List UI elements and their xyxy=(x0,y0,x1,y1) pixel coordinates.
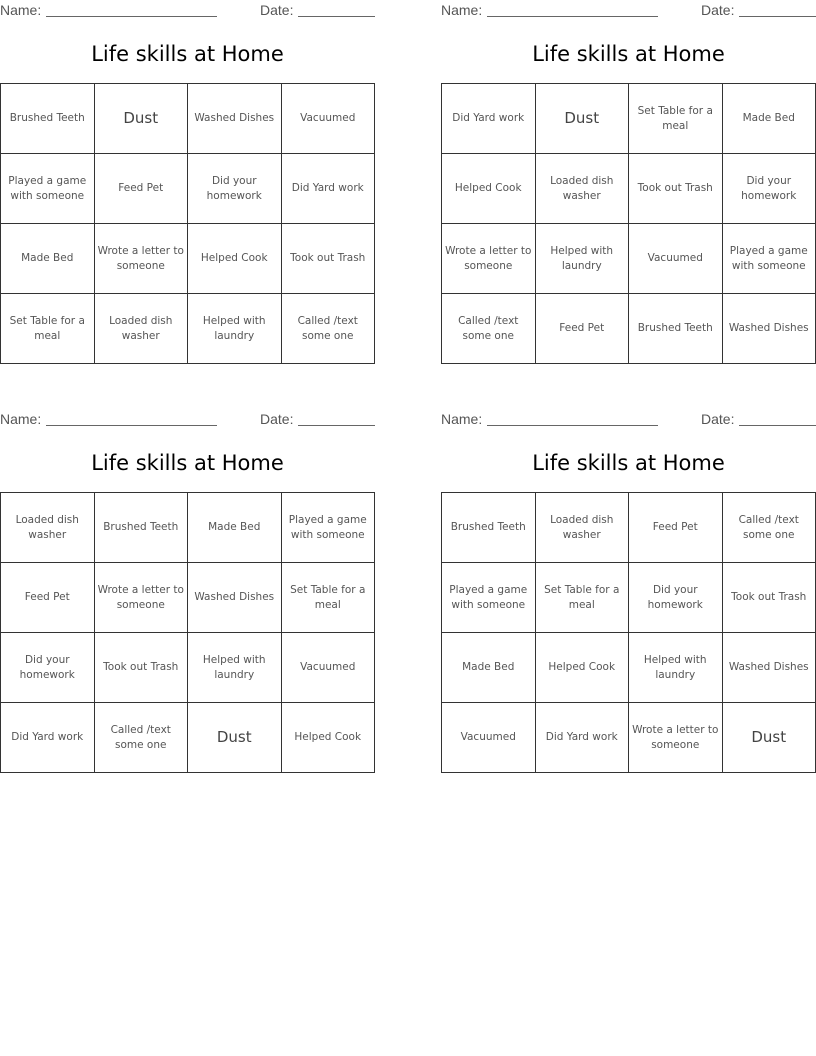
bingo-cell: Called /text some one xyxy=(281,294,375,364)
bingo-cell: Did Yard work xyxy=(281,154,375,224)
bingo-cell: Washed Dishes xyxy=(722,633,816,703)
bingo-cell: Wrote a letter to someone xyxy=(94,563,188,633)
grid-row xyxy=(442,703,816,773)
bingo-cell: Helped with laundry xyxy=(535,224,629,294)
bingo-cell: Did Yard work xyxy=(535,703,629,773)
grid-row xyxy=(442,84,816,154)
bingo-cell: Took out Trash xyxy=(94,633,188,703)
bingo-cell: Made Bed xyxy=(442,633,536,703)
bingo-cell: Brushed Teeth xyxy=(1,84,95,154)
grid-row xyxy=(1,154,375,224)
card-title: Life skills at Home xyxy=(91,451,284,475)
name-blank-line xyxy=(46,16,217,17)
bingo-cell: Helped Cook xyxy=(442,154,536,224)
bingo-cell: Helped with laundry xyxy=(188,633,282,703)
bingo-cell: Brushed Teeth xyxy=(442,493,536,563)
bingo-grid xyxy=(0,492,375,773)
grid-row xyxy=(442,493,816,563)
bingo-cell: Dust xyxy=(188,703,282,773)
grid-row xyxy=(1,563,375,633)
bingo-grid xyxy=(0,83,375,364)
bingo-cell: Loaded dish washer xyxy=(535,493,629,563)
bingo-card-4 xyxy=(441,409,816,751)
bingo-cell: Vacuumed xyxy=(281,633,375,703)
name-label: Name: xyxy=(0,411,42,427)
bingo-cell: Set Table for a meal xyxy=(1,294,95,364)
grid-row xyxy=(1,493,375,563)
date-label: Date: xyxy=(701,2,735,18)
bingo-cell: Dust xyxy=(535,84,629,154)
bingo-cell: Loaded dish washer xyxy=(94,294,188,364)
bingo-cell: Made Bed xyxy=(722,84,816,154)
bingo-cell: Did your homework xyxy=(722,154,816,224)
bingo-cell: Made Bed xyxy=(188,493,282,563)
bingo-cell: Brushed Teeth xyxy=(94,493,188,563)
bingo-grid xyxy=(441,83,816,364)
date-label: Date: xyxy=(260,2,294,18)
name-label: Name: xyxy=(441,411,483,427)
bingo-cell: Did your homework xyxy=(188,154,282,224)
name-blank-line xyxy=(46,425,217,426)
bingo-cell: Wrote a letter to someone xyxy=(442,224,536,294)
bingo-cell: Feed Pet xyxy=(535,294,629,364)
grid-row xyxy=(1,633,375,703)
date-blank-line xyxy=(298,16,375,17)
bingo-cell: Loaded dish washer xyxy=(535,154,629,224)
bingo-cell: Helped with laundry xyxy=(188,294,282,364)
bingo-cell: Loaded dish washer xyxy=(1,493,95,563)
bingo-cell: Helped with laundry xyxy=(629,633,723,703)
grid-row xyxy=(1,294,375,364)
bingo-cell: Helped Cook xyxy=(281,703,375,773)
grid-row xyxy=(442,224,816,294)
bingo-cell: Washed Dishes xyxy=(188,563,282,633)
name-date-row xyxy=(0,0,375,22)
bingo-cell: Vacuumed xyxy=(442,703,536,773)
date-blank-line xyxy=(739,16,816,17)
bingo-cell: Made Bed xyxy=(1,224,95,294)
bingo-cell: Vacuumed xyxy=(281,84,375,154)
bingo-cell: Feed Pet xyxy=(94,154,188,224)
bingo-cell: Washed Dishes xyxy=(722,294,816,364)
date-label: Date: xyxy=(260,411,294,427)
name-label: Name: xyxy=(0,2,42,18)
bingo-cell: Took out Trash xyxy=(281,224,375,294)
card-title: Life skills at Home xyxy=(532,451,725,475)
bingo-cell: Played a game with someone xyxy=(1,154,95,224)
date-label: Date: xyxy=(701,411,735,427)
card-title: Life skills at Home xyxy=(91,42,284,66)
bingo-cell: Played a game with someone xyxy=(281,493,375,563)
bingo-cell: Took out Trash xyxy=(722,563,816,633)
name-date-row xyxy=(0,409,375,431)
bingo-cell: Played a game with someone xyxy=(722,224,816,294)
date-blank-line xyxy=(739,425,816,426)
bingo-cell: Vacuumed xyxy=(629,224,723,294)
bingo-cell: Helped Cook xyxy=(535,633,629,703)
grid-row xyxy=(1,703,375,773)
name-blank-line xyxy=(487,425,658,426)
card-title: Life skills at Home xyxy=(532,42,725,66)
bingo-card-1 xyxy=(0,0,375,342)
name-label: Name: xyxy=(441,2,483,18)
bingo-cell: Set Table for a meal xyxy=(535,563,629,633)
grid-row xyxy=(442,633,816,703)
bingo-grid xyxy=(441,492,816,773)
grid-row xyxy=(1,224,375,294)
bingo-card-2 xyxy=(441,0,816,342)
name-date-row xyxy=(441,409,816,431)
grid-row xyxy=(442,563,816,633)
bingo-cell: Wrote a letter to someone xyxy=(94,224,188,294)
bingo-cell: Called /text some one xyxy=(94,703,188,773)
bingo-cell: Wrote a letter to someone xyxy=(629,703,723,773)
bingo-cell: Set Table for a meal xyxy=(629,84,723,154)
bingo-cell: Took out Trash xyxy=(629,154,723,224)
bingo-cell: Did Yard work xyxy=(442,84,536,154)
bingo-cell: Washed Dishes xyxy=(188,84,282,154)
bingo-cell: Dust xyxy=(722,703,816,773)
bingo-cell: Brushed Teeth xyxy=(629,294,723,364)
bingo-card-3 xyxy=(0,409,375,751)
bingo-cell: Did Yard work xyxy=(1,703,95,773)
bingo-cell: Called /text some one xyxy=(442,294,536,364)
grid-row xyxy=(1,84,375,154)
grid-row xyxy=(442,294,816,364)
bingo-cell: Helped Cook xyxy=(188,224,282,294)
bingo-cell: Did your homework xyxy=(1,633,95,703)
name-date-row xyxy=(441,0,816,22)
grid-row xyxy=(442,154,816,224)
bingo-cell: Dust xyxy=(94,84,188,154)
bingo-cell: Feed Pet xyxy=(629,493,723,563)
bingo-cell: Played a game with someone xyxy=(442,563,536,633)
name-blank-line xyxy=(487,16,658,17)
bingo-cell: Feed Pet xyxy=(1,563,95,633)
bingo-cell: Called /text some one xyxy=(722,493,816,563)
bingo-cell: Did your homework xyxy=(629,563,723,633)
date-blank-line xyxy=(298,425,375,426)
bingo-cell: Set Table for a meal xyxy=(281,563,375,633)
